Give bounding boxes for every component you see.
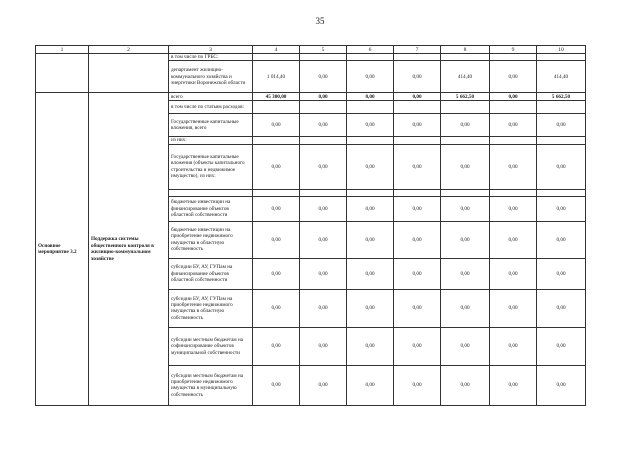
value-cell: 0,00 — [394, 61, 441, 93]
value-cell: 0,00 — [300, 327, 347, 365]
value-cell: 0,00 — [347, 289, 394, 327]
value-cell: 0,00 — [441, 144, 490, 189]
value-cell: 0,00 — [490, 365, 537, 405]
value-cell: 0,00 — [347, 327, 394, 365]
value-cell: 0,00 — [394, 114, 441, 137]
value-cell: 0,00 — [441, 365, 490, 405]
row-label: субсидии местным бюджетам на приобретение недвижимого имущества в муниципальную собственность — [169, 365, 253, 405]
row-label: бюджетные инвестиции на приобретение недвижимого имущества в областную собственность — [169, 221, 253, 258]
header-cell: 4 — [253, 46, 300, 54]
budget-table — [35, 45, 586, 406]
value-cell: 0,00 — [490, 196, 537, 221]
header-cell: 8 — [441, 46, 490, 54]
value-cell: 0,00 — [537, 196, 586, 221]
value-cell: 0,00 — [300, 365, 347, 405]
header-cell: 5 — [300, 46, 347, 54]
value-cell: 0,00 — [253, 144, 300, 189]
header-cell: 3 — [169, 46, 253, 54]
row-label: субсидии БУ, АУ, ГУПам на финансирование объектов областной собственности — [169, 258, 253, 289]
value-cell: 0,00 — [253, 365, 300, 405]
value-cell: 0,00 — [394, 196, 441, 221]
value-cell: 0,00 — [537, 221, 586, 258]
table-row — [36, 93, 586, 101]
value-cell: 0,00 — [441, 327, 490, 365]
value-cell: 0,00 — [490, 258, 537, 289]
value-cell: 5 662,50 — [441, 93, 490, 101]
header-cell: 2 — [89, 46, 169, 54]
value-cell: 0,00 — [347, 196, 394, 221]
state-invest-label: Государственные капитальные вложения, всего — [169, 114, 253, 137]
value-cell: 0,00 — [490, 93, 537, 101]
value-cell: 0,00 — [300, 221, 347, 258]
value-cell: 0,00 — [394, 327, 441, 365]
value-cell: 45 300,00 — [253, 93, 300, 101]
value-cell: 0,00 — [490, 221, 537, 258]
value-cell: 0,00 — [347, 114, 394, 137]
row-label: Государственные капитальные вложения (объекты капитального строительства и недвижимое имущество), из них: — [169, 144, 253, 189]
value-cell: 0,00 — [347, 93, 394, 101]
prev-name-cell — [89, 54, 169, 93]
value-cell: 0,00 — [537, 258, 586, 289]
value-cell: 0,00 — [441, 196, 490, 221]
value-cell: 0,00 — [490, 61, 537, 93]
value-cell: 0,00 — [253, 289, 300, 327]
event-code: Основное мероприятие 3.2 — [36, 93, 89, 405]
value-cell: 0,00 — [300, 61, 347, 93]
value-cell: 1 014,40 — [253, 61, 300, 93]
by-items-label: в том числе по статьям расходов: — [169, 101, 253, 114]
value-cell: 0,00 — [253, 114, 300, 137]
value-cell: 0,00 — [537, 327, 586, 365]
value-cell: 0,00 — [394, 365, 441, 405]
page-number: 35 — [315, 16, 325, 26]
of-them-label: из них: — [169, 137, 253, 144]
value-cell: 0,00 — [441, 258, 490, 289]
table-row — [36, 54, 586, 61]
value-cell: 0,00 — [300, 258, 347, 289]
row-label: субсидии БУ, АУ, ГУПам на приобретение недвижимого имущества в областную собственность — [169, 289, 253, 327]
value-cell: 414,40 — [441, 61, 490, 93]
value-cell: 0,00 — [347, 144, 394, 189]
value-cell: 0,00 — [253, 258, 300, 289]
value-cell: 0,00 — [537, 289, 586, 327]
value-cell: 0,00 — [537, 114, 586, 137]
value-cell: 0,00 — [441, 221, 490, 258]
value-cell: 0,00 — [537, 365, 586, 405]
value-cell: 0,00 — [347, 365, 394, 405]
value-cell: 0,00 — [253, 196, 300, 221]
value-cell: 0,00 — [300, 144, 347, 189]
value-cell: 0,00 — [300, 93, 347, 101]
value-cell: 0,00 — [394, 258, 441, 289]
header-cell: 10 — [537, 46, 586, 54]
header-row — [36, 46, 586, 54]
prev-dept-label: департамент жилищно-коммунального хозяйства и энергетики Воронежской области — [169, 61, 253, 93]
value-cell: 0,00 — [394, 144, 441, 189]
prev-code-cell — [36, 54, 89, 93]
value-cell: 0,00 — [441, 289, 490, 327]
header-cell: 7 — [394, 46, 441, 54]
value-cell: 0,00 — [441, 114, 490, 137]
value-cell: 0,00 — [394, 221, 441, 258]
value-cell: 0,00 — [490, 144, 537, 189]
row-label: субсидии местным бюджетам на софинансирование объектов муниципальной собственности — [169, 327, 253, 365]
value-cell: 0,00 — [490, 327, 537, 365]
header-cell: 6 — [347, 46, 394, 54]
row-label: бюджетные инвестиции на финансирование объектов областной собственности — [169, 196, 253, 221]
header-cell: 1 — [36, 46, 89, 54]
value-cell: 0,00 — [300, 196, 347, 221]
prev-grbs-label: в том числе по ГРБС: — [169, 54, 253, 61]
value-cell: 0,00 — [347, 221, 394, 258]
value-cell: 0,00 — [300, 289, 347, 327]
value-cell: 0,00 — [253, 221, 300, 258]
value-cell: 0,00 — [300, 114, 347, 137]
value-cell: 0,00 — [347, 258, 394, 289]
value-cell: 0,00 — [394, 289, 441, 327]
value-cell: 0,00 — [490, 114, 537, 137]
value-cell: 0,00 — [490, 289, 537, 327]
value-cell: 0,00 — [394, 93, 441, 101]
event-name: Поддержка системы общественного контроля в жилищно-коммунальном хозяйстве — [89, 93, 169, 405]
value-cell: 0,00 — [537, 144, 586, 189]
value-cell: 5 662,50 — [537, 93, 586, 101]
value-cell: 414,40 — [537, 61, 586, 93]
value-cell: 0,00 — [253, 327, 300, 365]
header-cell: 9 — [490, 46, 537, 54]
total-label: всего — [169, 93, 253, 101]
value-cell: 0,00 — [347, 61, 394, 93]
